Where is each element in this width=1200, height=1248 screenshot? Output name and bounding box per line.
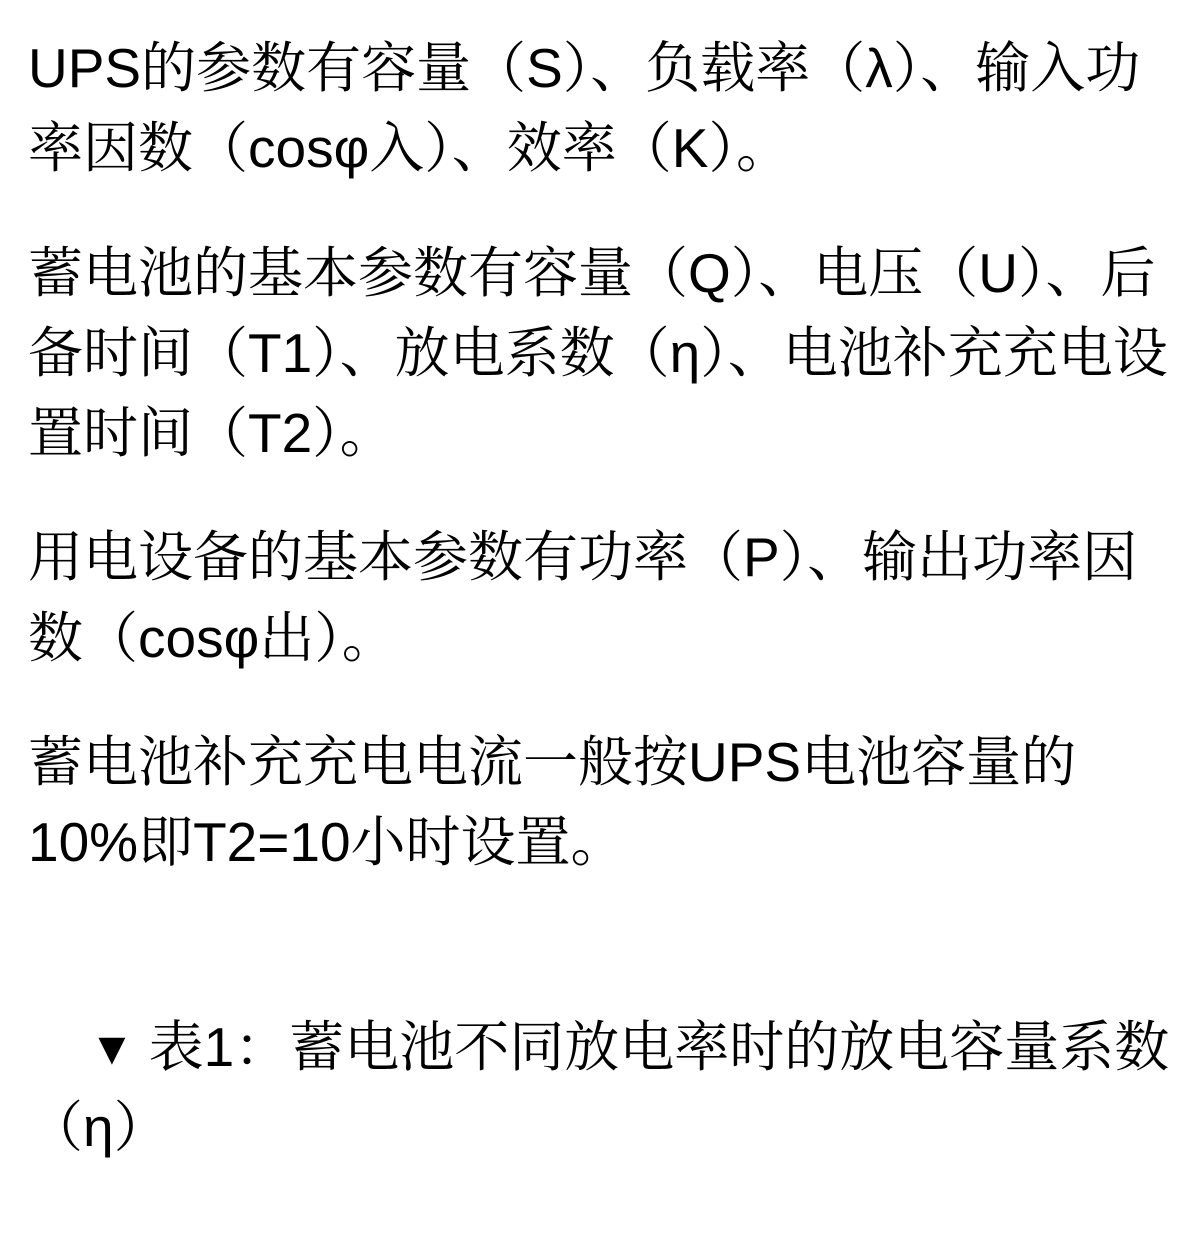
paragraph-equipment-parameters: 用电设备的基本参数有功率（P）、输出功率因数（cosφ出）。 <box>28 526 1138 669</box>
paragraph-battery-parameters: 蓄电池的基本参数有容量（Q）、电压（U）、后备时间（T1）、放电系数（η）、电池补充充电设置时间（T2）。 <box>28 241 1168 465</box>
table-caption-text: 表1：蓄电池不同放电率时的放电容量系数（η） <box>28 1015 1170 1159</box>
paragraph-recharge-current: 蓄电池补充充电电流一般按UPS电池容量的10%即T2=10小时设置。 <box>28 731 1077 874</box>
triangle-down-icon: ▼ <box>89 1021 135 1074</box>
table-caption <box>28 927 1176 1248</box>
paragraph-ups-parameters: UPS的参数有容量（S）、负载率（λ）、输入功率因数（cosφ入）、效率（K）。 <box>28 37 1141 180</box>
